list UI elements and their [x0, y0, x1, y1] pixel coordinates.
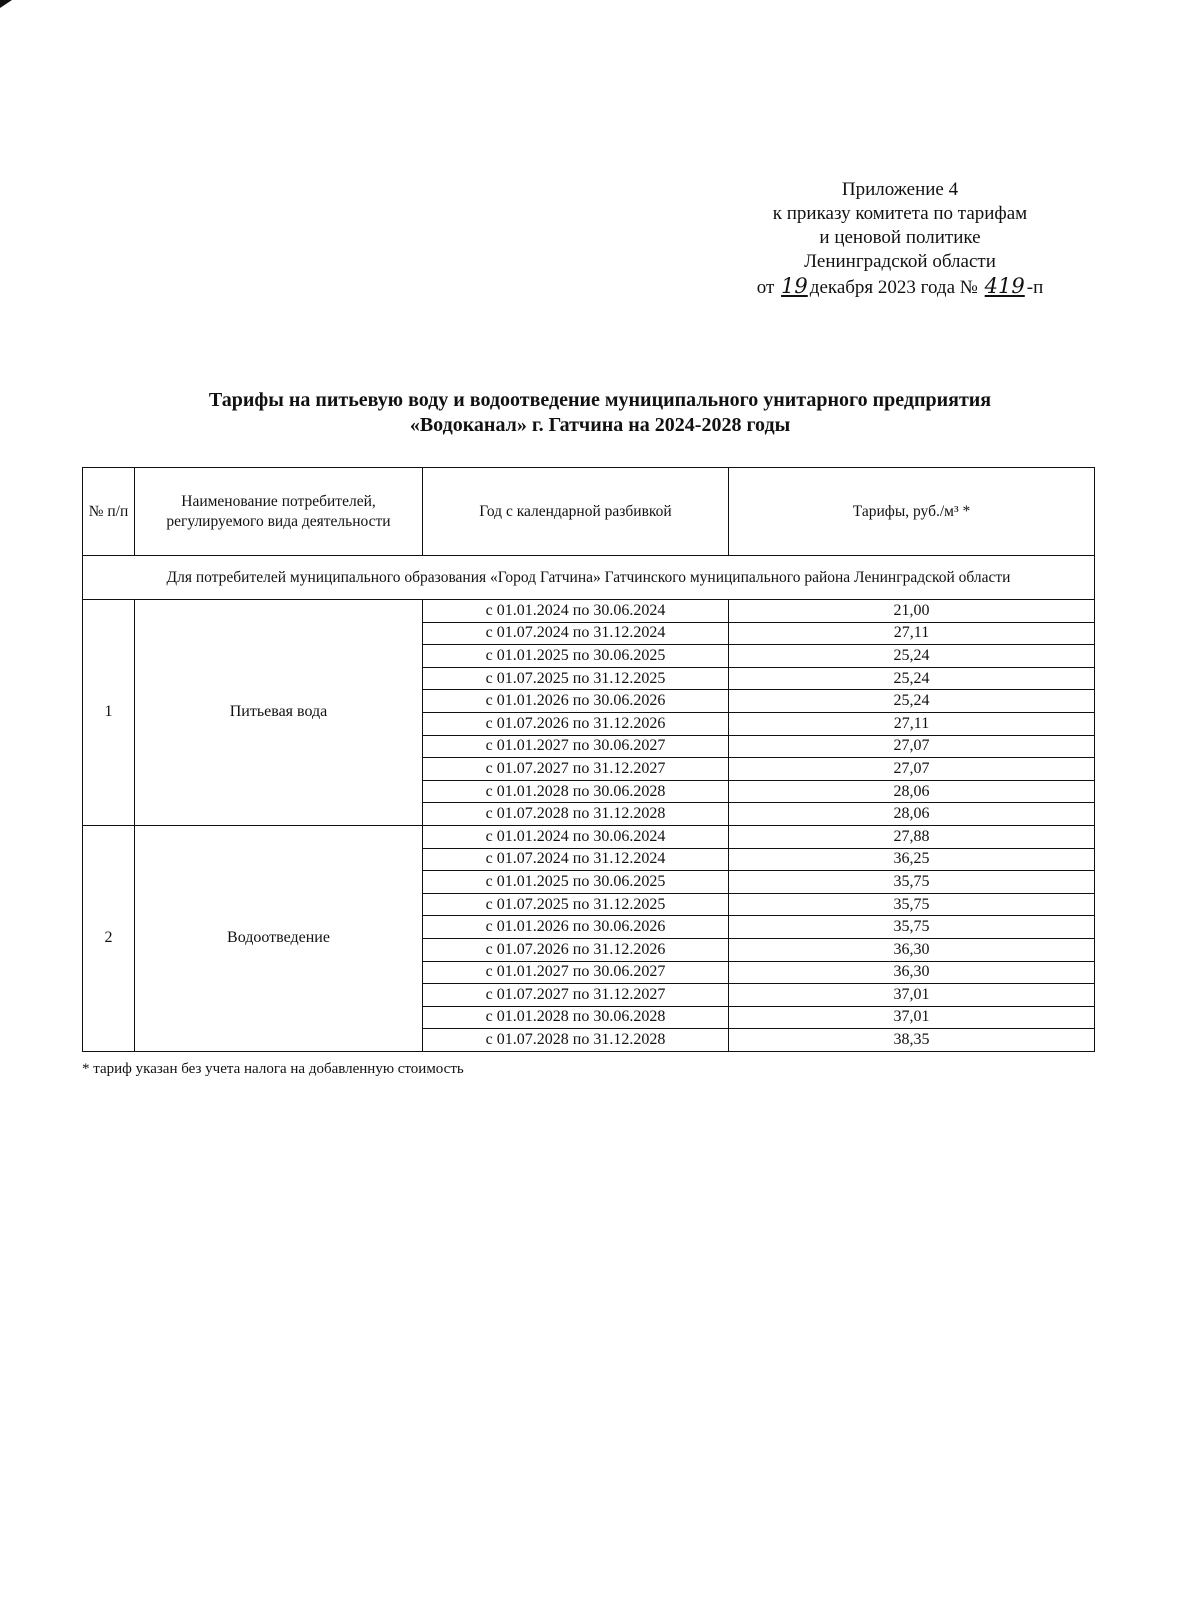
period-cell: с 01.07.2025 по 31.12.2025 [423, 893, 729, 916]
tariff-value-cell: 21,00 [729, 600, 1095, 623]
tariff-value-cell: 35,75 [729, 916, 1095, 939]
section-name: Водоотведение [135, 825, 423, 1051]
tariff-value-cell: 36,25 [729, 848, 1095, 871]
appendix-title: Приложение 4 [841, 179, 959, 200]
group-title: Для потребителей муниципального образования «Город Гатчина» Гатчинского муниципального района Ленинградской области [83, 556, 1095, 600]
footnote: * тариф указан без учета налога на добавленную стоимость [82, 1061, 464, 1077]
period-cell: с 01.07.2026 по 31.12.2026 [423, 712, 729, 735]
period-cell: с 01.01.2028 по 30.06.2028 [423, 780, 729, 803]
period-cell: с 01.07.2027 по 31.12.2027 [423, 984, 729, 1007]
document-title [100, 388, 1100, 438]
period-cell: с 01.01.2028 по 30.06.2028 [423, 1006, 729, 1029]
tariff-value-cell: 27,88 [729, 825, 1095, 848]
tariff-value-cell: 37,01 [729, 1006, 1095, 1029]
tariff-value-cell: 37,01 [729, 984, 1095, 1007]
appendix-date-line [700, 274, 1100, 300]
date-middle: декабря 2023 года № [809, 277, 978, 298]
period-cell: с 01.07.2028 по 31.12.2028 [423, 803, 729, 826]
table-row [83, 825, 1095, 848]
period-cell: с 01.01.2026 по 30.06.2026 [423, 690, 729, 713]
table-row [83, 600, 1095, 623]
period-cell: с 01.01.2027 по 30.06.2027 [423, 961, 729, 984]
header-period: Год с календарной разбивкой [423, 468, 729, 556]
tariff-value-cell: 25,24 [729, 690, 1095, 713]
tariff-value-cell: 36,30 [729, 938, 1095, 961]
period-cell: с 01.07.2025 по 31.12.2025 [423, 667, 729, 690]
tariff-value-cell: 27,07 [729, 758, 1095, 781]
tariff-value-cell: 28,06 [729, 803, 1095, 826]
tariff-value-cell: 35,75 [729, 871, 1095, 894]
order-suffix: -п [1026, 277, 1044, 298]
tariff-value-cell: 25,24 [729, 645, 1095, 668]
period-cell: с 01.01.2025 по 30.06.2025 [423, 871, 729, 894]
period-cell: с 01.01.2025 по 30.06.2025 [423, 645, 729, 668]
tariff-value-cell: 35,75 [729, 893, 1095, 916]
appendix-policy-line: и ценовой политике [819, 227, 981, 248]
period-cell: с 01.07.2027 по 31.12.2027 [423, 758, 729, 781]
handwritten-day: 19 [781, 274, 808, 298]
period-cell: с 01.07.2024 по 31.12.2024 [423, 848, 729, 871]
tariff-value-cell: 27,07 [729, 735, 1095, 758]
table-body [83, 600, 1095, 1052]
scan-corner-mark [0, 0, 12, 8]
tariff-value-cell: 25,24 [729, 667, 1095, 690]
tariff-value-cell: 27,11 [729, 712, 1095, 735]
tariff-value-cell: 28,06 [729, 780, 1095, 803]
tariff-table [82, 467, 1095, 1052]
tariff-value-cell: 36,30 [729, 961, 1095, 984]
tariff-value-cell: 27,11 [729, 622, 1095, 645]
period-cell: с 01.01.2026 по 30.06.2026 [423, 916, 729, 939]
header-name: Наименование потребителей, регулируемого вида деятельности [135, 468, 423, 556]
handwritten-order-number: 419 [984, 274, 1025, 298]
tariff-value-cell: 38,35 [729, 1029, 1095, 1052]
title-line-1: Тарифы на питьевую воду и водоотведение муниципального унитарного предприятия [208, 389, 992, 411]
period-cell: с 01.01.2024 по 30.06.2024 [423, 825, 729, 848]
period-cell: с 01.07.2028 по 31.12.2028 [423, 1029, 729, 1052]
title-line-2: «Водоканал» г. Гатчина на 2024-2028 годы [409, 414, 791, 436]
header-tariff: Тарифы, руб./м³ * [729, 468, 1095, 556]
table-header-row [83, 468, 1095, 556]
section-name: Питьевая вода [135, 600, 423, 826]
period-cell: с 01.07.2026 по 31.12.2026 [423, 938, 729, 961]
appendix-region-line: Ленинградской области [804, 251, 996, 272]
section-number: 2 [83, 825, 135, 1051]
appendix-order-line: к приказу комитета по тарифам [772, 203, 1028, 224]
section-number: 1 [83, 600, 135, 826]
period-cell: с 01.01.2027 по 30.06.2027 [423, 735, 729, 758]
period-cell: с 01.07.2024 по 31.12.2024 [423, 622, 729, 645]
period-cell: с 01.01.2024 по 30.06.2024 [423, 600, 729, 623]
header-num: № п/п [83, 468, 135, 556]
appendix-header [700, 178, 1100, 300]
date-prefix: от [756, 277, 775, 298]
group-row [83, 556, 1095, 600]
